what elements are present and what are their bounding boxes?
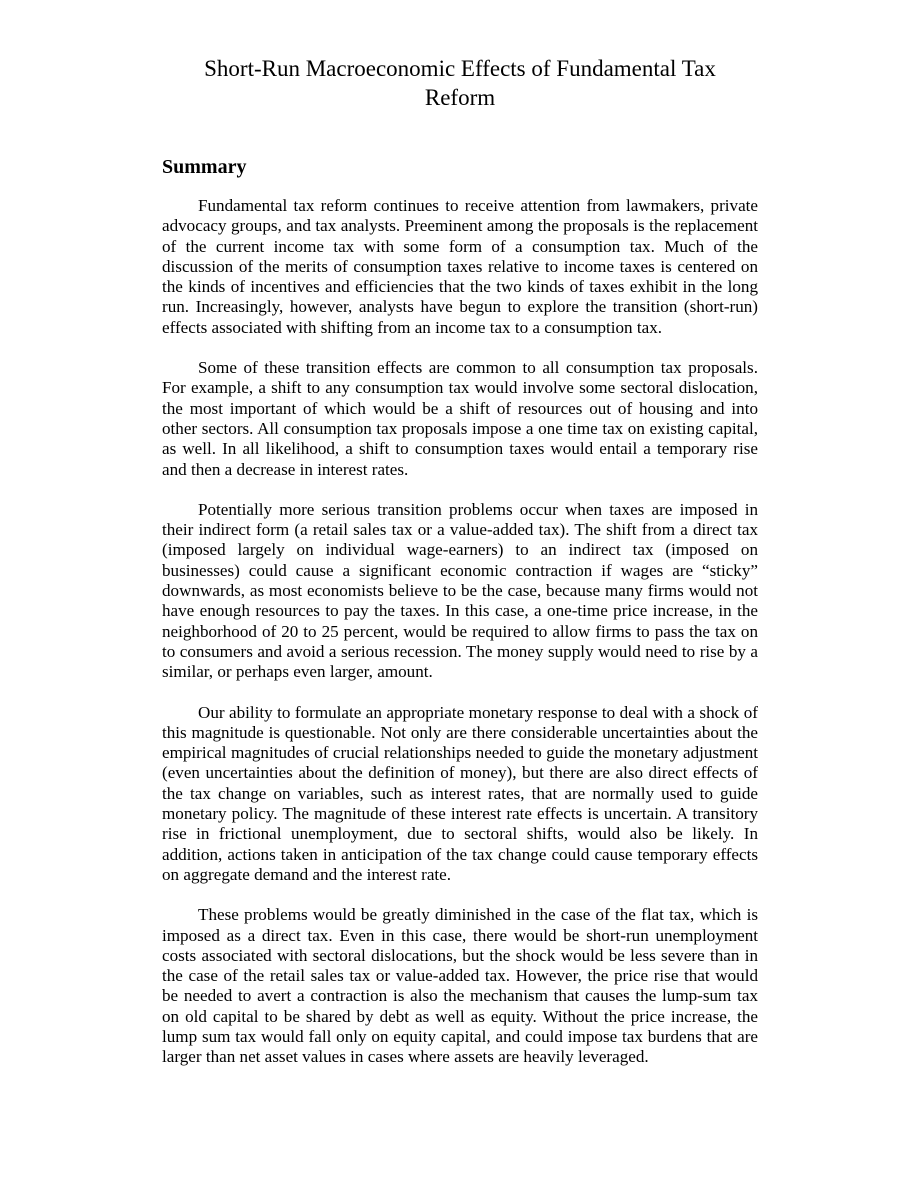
summary-paragraph-3: Potentially more serious transition problems occur when taxes are imposed in their indirect form (a retail sales tax or a value-added tax). The shift from a direct tax (imposed largely on individual wage-earners) to an indirect tax (imposed on businesses) could cause a significant economic contraction if wages are “sticky” downwards, as most economists believe to be the case, because many firms would not have enough resources to pay the taxes. In this case, a one-time price increase, in the neighborhood of 20 to 25 percent, would be required to allow firms to pass the tax on to consumers and avoid a serious recession. The money supply would need to rise by a similar, or perhaps even larger, amount.: [162, 499, 758, 682]
document-title: Short-Run Macroeconomic Effects of Fundamental Tax Reform: [204, 56, 716, 110]
document-page: [162, 54, 758, 1068]
summary-paragraph-4: Our ability to formulate an appropriate monetary response to deal with a shock of this magnitude is questionable. Not only are there considerable uncertainties about the empirical magnitudes of crucial relationships needed to guide the monetary adjustment (even uncertainties about the definition of money), but there are also direct effects of the tax change on variables, such as interest rates, that are normally used to guide monetary policy. The magnitude of these interest rate effects is uncertain. A transitory rise in frictional unemployment, due to sectoral shifts, would also be likely. In addition, actions taken in anticipation of the tax change could cause temporary effects on aggregate demand and the interest rate.: [162, 702, 758, 884]
summary-paragraph-5: These problems would be greatly diminished in the case of the flat tax, which is imposed as a direct tax. Even in this case, there would be short-run unemployment costs associated with sectoral dislocations, but the shock would be less severe than in the case of the retail sales tax or value-added tax. However, the price rise that would be needed to avert a contraction is also the mechanism that causes the lump-sum tax on old capital to be shared by debt as well as equity. Without the price increase, the lump sum tax would fall only on equity capital, and could impose tax burdens that are larger than net asset values in cases where assets are heavily leveraged.: [162, 905, 758, 1067]
summary-paragraph-1: Fundamental tax reform continues to receive attention from lawmakers, private advocacy groups, and tax analysts. Preeminent among the proposals is the replacement of the current income tax with some form of a consumption tax. Much of the discussion of the merits of consumption taxes relative to income taxes is centered on the kinds of incentives and efficiencies that the two kinds of taxes exhibit in the long run. Increasingly, however, analysts have begun to explore the transition (short-run) effects associated with shifting from an income tax to a consumption tax.: [162, 196, 758, 337]
summary-paragraph-2: Some of these transition effects are common to all consumption tax proposals. For example, a shift to any consumption tax would involve some sectoral dislocation, the most important of which would be a shift of resources out of housing and into other sectors. All consumption tax proposals impose a one time tax on existing capital, as well. In all likelihood, a shift to consumption taxes would entail a temporary rise and then a decrease in interest rates.: [162, 358, 758, 479]
section-heading-summary: Summary: [162, 156, 247, 178]
